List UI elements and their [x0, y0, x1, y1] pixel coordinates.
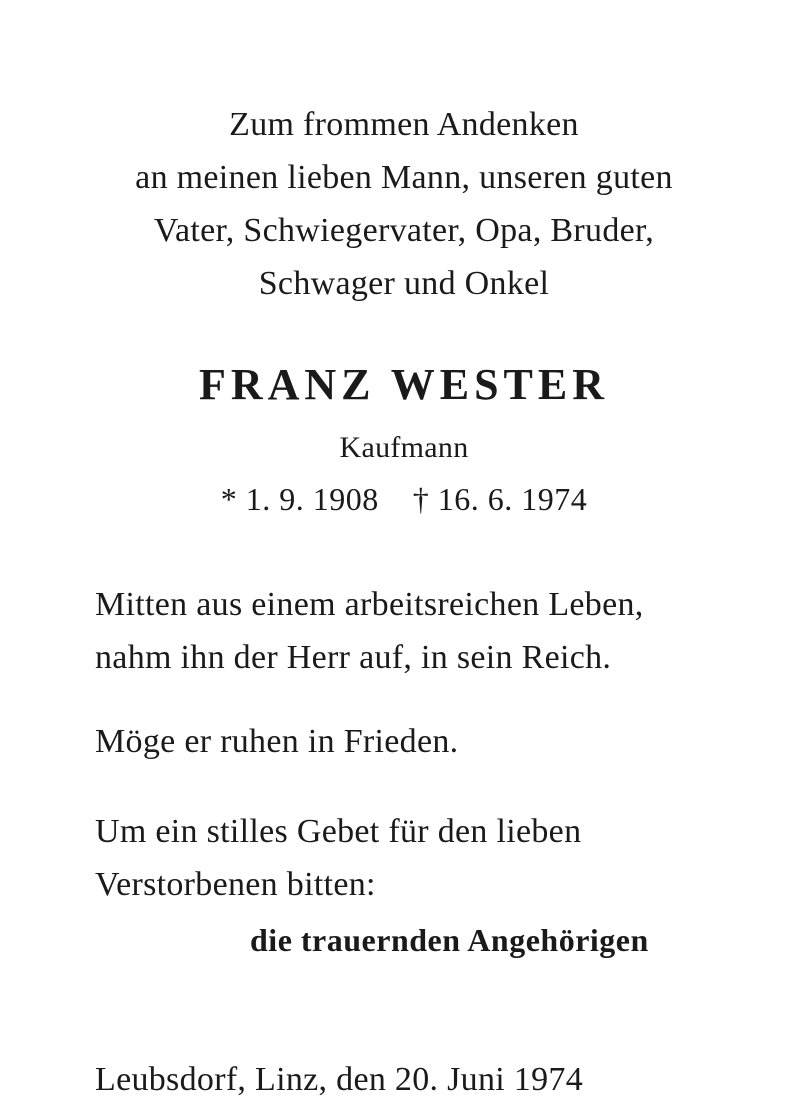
- text1-line-1: Mitten aus einem arbeitsreichen Leben,: [95, 586, 644, 623]
- profession: Kaufmann: [339, 431, 469, 464]
- place-date: Leubsdorf, Linz, den 20. Juni 1974: [95, 1061, 584, 1098]
- text3-line-2: Verstorbenen bitten:: [95, 866, 376, 903]
- text2: Möge er ruhen in Frieden.: [95, 723, 459, 760]
- text1-line-2: nahm ihn der Herr auf, in sein Reich.: [95, 639, 612, 676]
- intro-line-1: Zum frommen Andenken: [229, 106, 579, 143]
- life-dates: [0, 480, 808, 518]
- intro-line-3: Vater, Schwiegervater, Opa, Bruder,: [153, 212, 655, 249]
- intro-line-4: Schwager und Onkel: [258, 265, 550, 302]
- signature: die trauernden Angehörigen: [250, 922, 649, 958]
- intro-line-2: an meinen lieben Mann, unseren guten: [135, 159, 673, 196]
- death-date: † 16. 6. 1974: [412, 481, 588, 517]
- text3-line-1: Um ein stilles Gebet für den lieben: [95, 813, 582, 850]
- deceased-name: FRANZ WESTER: [198, 360, 610, 409]
- birth-date: * 1. 9. 1908: [220, 481, 379, 517]
